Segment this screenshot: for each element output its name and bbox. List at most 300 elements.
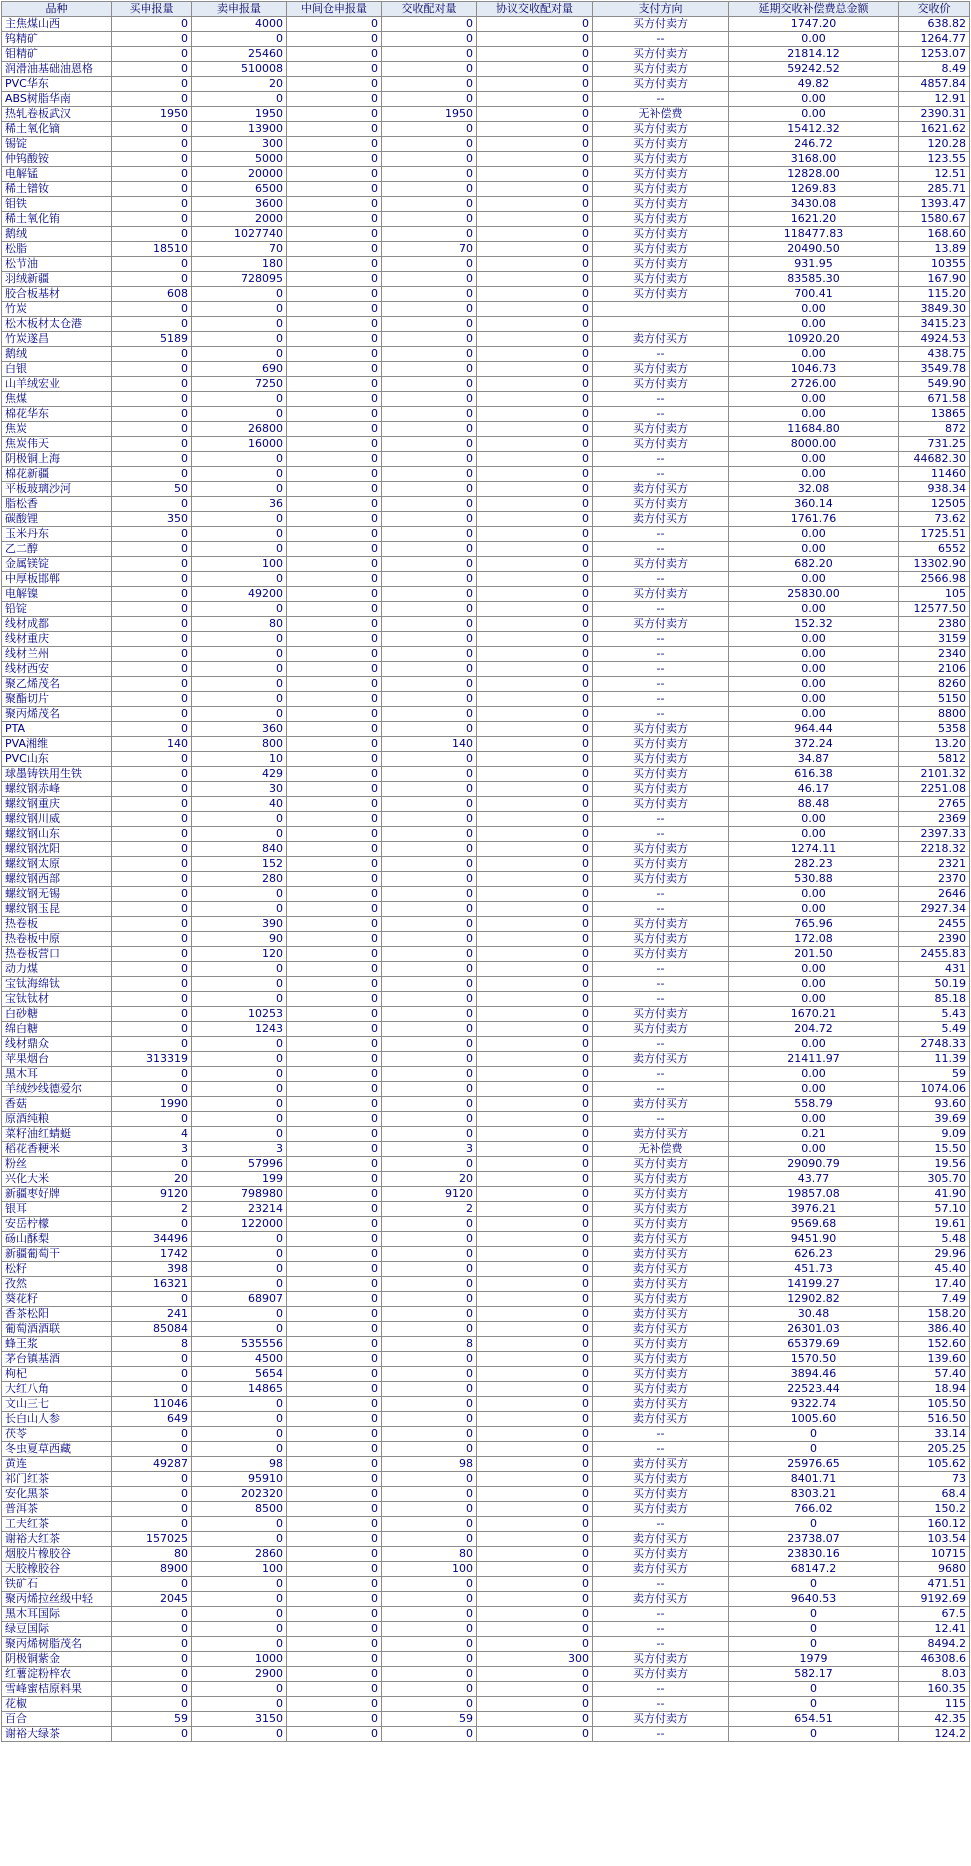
cell-variety: 金属镁锭 [2,557,112,572]
cell-matched: 0 [382,1292,477,1307]
cell-settlement-price: 93.60 [899,1097,970,1112]
table-row [2,512,970,527]
cell-matched: 0 [382,587,477,602]
cell-compensation-total: 0.00 [729,32,899,47]
cell-compensation-total: 451.73 [729,1262,899,1277]
cell-compensation-total: 654.51 [729,1712,899,1727]
cell-compensation-total: 0.00 [729,1112,899,1127]
cell-variety: 聚丙烯拉丝级中轻 [2,1592,112,1607]
cell-agreement-matched: 0 [477,587,593,602]
cell-matched: 80 [382,1547,477,1562]
cell-payment-direction: -- [593,992,729,1007]
cell-compensation-total: 0.00 [729,1037,899,1052]
cell-matched: 0 [382,842,477,857]
cell-variety: 蜂王浆 [2,1337,112,1352]
cell-sell-declared: 0 [192,962,287,977]
cell-compensation-total: 0.00 [729,962,899,977]
cell-matched: 3 [382,1142,477,1157]
header-buy-declared: 买申报量 [112,2,192,17]
cell-settlement-price: 2455 [899,917,970,932]
cell-intermediate-declared: 0 [287,77,382,92]
cell-matched: 0 [382,1277,477,1292]
table-row [2,47,970,62]
cell-agreement-matched: 0 [477,1202,593,1217]
cell-compensation-total: 0.00 [729,902,899,917]
cell-variety: 热卷板中原 [2,932,112,947]
cell-intermediate-declared: 0 [287,1667,382,1682]
cell-payment-direction: 卖方付买方 [593,1307,729,1322]
cell-variety: PVC山东 [2,752,112,767]
cell-settlement-price: 12.91 [899,92,970,107]
cell-settlement-price: 3549.78 [899,362,970,377]
cell-matched: 0 [382,962,477,977]
cell-agreement-matched: 0 [477,692,593,707]
cell-payment-direction: 买方付卖方 [593,1292,729,1307]
cell-settlement-price: 124.2 [899,1727,970,1742]
cell-variety: 竹炭 [2,302,112,317]
cell-agreement-matched: 0 [477,47,593,62]
cell-settlement-price: 3159 [899,632,970,647]
cell-payment-direction: 无补偿费 [593,107,729,122]
cell-variety: 线材西安 [2,662,112,677]
cell-buy-declared: 0 [112,407,192,422]
cell-intermediate-declared: 0 [287,1727,382,1742]
cell-settlement-price: 168.60 [899,227,970,242]
cell-matched: 0 [382,212,477,227]
cell-buy-declared: 80 [112,1547,192,1562]
cell-payment-direction: 买方付卖方 [593,1472,729,1487]
cell-payment-direction: 买方付卖方 [593,857,729,872]
cell-sell-declared: 57996 [192,1157,287,1172]
cell-buy-declared: 1742 [112,1247,192,1262]
cell-intermediate-declared: 0 [287,452,382,467]
cell-compensation-total: 88.48 [729,797,899,812]
cell-agreement-matched: 0 [477,1397,593,1412]
table-row [2,1082,970,1097]
table-row [2,377,970,392]
cell-intermediate-declared: 0 [287,137,382,152]
cell-settlement-price: 386.40 [899,1322,970,1337]
cell-compensation-total: 282.23 [729,857,899,872]
cell-variety: 冬虫夏草西藏 [2,1442,112,1457]
cell-compensation-total: 65379.69 [729,1337,899,1352]
cell-matched: 0 [382,1592,477,1607]
cell-agreement-matched: 0 [477,1307,593,1322]
cell-compensation-total: 3894.46 [729,1367,899,1382]
cell-intermediate-declared: 0 [287,197,382,212]
cell-payment-direction: 买方付卖方 [593,797,729,812]
table-row [2,632,970,647]
table-row [2,77,970,92]
cell-sell-declared: 0 [192,1412,287,1427]
cell-compensation-total: 0.00 [729,527,899,542]
cell-variety: 鹅绒 [2,347,112,362]
cell-settlement-price: 150.2 [899,1502,970,1517]
table-row [2,917,970,932]
cell-matched: 0 [382,1307,477,1322]
table-row [2,1202,970,1217]
cell-settlement-price: 2390 [899,932,970,947]
cell-sell-declared: 0 [192,1397,287,1412]
cell-variety: 球墨铸铁用生铁 [2,767,112,782]
cell-settlement-price: 103.54 [899,1532,970,1547]
cell-payment-direction: -- [593,677,729,692]
cell-agreement-matched: 0 [477,122,593,137]
table-row [2,1322,970,1337]
cell-agreement-matched: 0 [477,1112,593,1127]
cell-compensation-total: 1570.50 [729,1352,899,1367]
cell-compensation-total: 0.00 [729,992,899,1007]
cell-intermediate-declared: 0 [287,992,382,1007]
cell-settlement-price: 5.49 [899,1022,970,1037]
cell-settlement-price: 438.75 [899,347,970,362]
cell-sell-declared: 3 [192,1142,287,1157]
cell-settlement-price: 85.18 [899,992,970,1007]
table-row [2,737,970,752]
cell-sell-declared: 0 [192,302,287,317]
cell-matched: 0 [382,527,477,542]
cell-sell-declared: 1027740 [192,227,287,242]
cell-buy-declared: 0 [112,842,192,857]
cell-agreement-matched: 0 [477,962,593,977]
cell-agreement-matched: 0 [477,107,593,122]
cell-settlement-price: 44682.30 [899,452,970,467]
cell-agreement-matched: 0 [477,1667,593,1682]
cell-variety: 中厚板邯郸 [2,572,112,587]
cell-matched: 0 [382,1007,477,1022]
cell-sell-declared: 0 [192,392,287,407]
cell-matched: 0 [382,767,477,782]
cell-compensation-total: 931.95 [729,257,899,272]
table-row [2,137,970,152]
cell-settlement-price: 8494.2 [899,1637,970,1652]
cell-compensation-total: 0.00 [729,542,899,557]
header-intermediate-declared: 中间仓申报量 [287,2,382,17]
table-row [2,347,970,362]
cell-intermediate-declared: 0 [287,512,382,527]
cell-matched: 0 [382,1667,477,1682]
table-row [2,602,970,617]
cell-payment-direction: -- [593,452,729,467]
cell-variety: 铅锭 [2,602,112,617]
cell-settlement-price: 2251.08 [899,782,970,797]
cell-sell-declared: 0 [192,1727,287,1742]
cell-compensation-total: 8000.00 [729,437,899,452]
cell-settlement-price: 11460 [899,467,970,482]
table-row [2,1232,970,1247]
cell-intermediate-declared: 0 [287,1382,382,1397]
cell-compensation-total: 68147.2 [729,1562,899,1577]
cell-compensation-total: 0.00 [729,572,899,587]
cell-buy-declared: 313319 [112,1052,192,1067]
cell-buy-declared: 18510 [112,242,192,257]
table-row [2,182,970,197]
cell-intermediate-declared: 0 [287,1367,382,1382]
cell-settlement-price: 12577.50 [899,602,970,617]
cell-sell-declared: 0 [192,902,287,917]
cell-buy-declared: 0 [112,617,192,632]
cell-compensation-total: 0.00 [729,92,899,107]
cell-variety: 稀土氧化铕 [2,212,112,227]
cell-matched: 0 [382,782,477,797]
cell-matched: 0 [382,1037,477,1052]
table-row [2,722,970,737]
cell-intermediate-declared: 0 [287,272,382,287]
table-row [2,1127,970,1142]
cell-compensation-total: 0.00 [729,302,899,317]
cell-variety: 黄连 [2,1457,112,1472]
table-row [2,1262,970,1277]
cell-agreement-matched: 0 [477,677,593,692]
cell-settlement-price: 2370 [899,872,970,887]
cell-variety: 钼精矿 [2,47,112,62]
cell-buy-declared: 0 [112,1502,192,1517]
cell-intermediate-declared: 0 [287,1112,382,1127]
table-row [2,527,970,542]
cell-payment-direction: -- [593,1682,729,1697]
cell-settlement-price: 1253.07 [899,47,970,62]
cell-compensation-total: 1621.20 [729,212,899,227]
cell-intermediate-declared: 0 [287,122,382,137]
table-row [2,1397,970,1412]
cell-buy-declared: 0 [112,1112,192,1127]
table-row [2,812,970,827]
cell-variety: 聚丙烯树脂茂名 [2,1637,112,1652]
table-row [2,1667,970,1682]
cell-intermediate-declared: 0 [287,1562,382,1577]
cell-compensation-total: 765.96 [729,917,899,932]
cell-buy-declared: 9120 [112,1187,192,1202]
cell-matched: 0 [382,332,477,347]
cell-compensation-total: 0.00 [729,887,899,902]
cell-sell-declared: 0 [192,1247,287,1262]
cell-variety: 百合 [2,1712,112,1727]
table-row [2,1472,970,1487]
cell-settlement-price: 8260 [899,677,970,692]
cell-settlement-price: 2748.33 [899,1037,970,1052]
cell-sell-declared: 0 [192,1082,287,1097]
cell-compensation-total: 700.41 [729,287,899,302]
cell-settlement-price: 5150 [899,692,970,707]
cell-agreement-matched: 0 [477,1037,593,1052]
cell-buy-declared: 0 [112,167,192,182]
cell-agreement-matched: 0 [477,947,593,962]
cell-payment-direction: 买方付卖方 [593,1547,729,1562]
cell-matched: 0 [382,272,477,287]
cell-compensation-total: 3168.00 [729,152,899,167]
cell-variety: 黑木耳 [2,1067,112,1082]
cell-compensation-total: 10920.20 [729,332,899,347]
cell-intermediate-declared: 0 [287,1067,382,1082]
cell-payment-direction [593,302,729,317]
cell-compensation-total: 49.82 [729,77,899,92]
cell-compensation-total: 0.00 [729,692,899,707]
cell-intermediate-declared: 0 [287,527,382,542]
cell-matched: 0 [382,227,477,242]
cell-intermediate-declared: 0 [287,1157,382,1172]
cell-buy-declared: 8 [112,1337,192,1352]
cell-settlement-price: 1264.77 [899,32,970,47]
cell-agreement-matched: 0 [477,1217,593,1232]
cell-buy-declared: 2045 [112,1592,192,1607]
cell-compensation-total: 30.48 [729,1307,899,1322]
cell-settlement-price: 105 [899,587,970,602]
cell-sell-declared: 800 [192,737,287,752]
cell-compensation-total: 9640.53 [729,1592,899,1607]
cell-settlement-price: 160.12 [899,1517,970,1532]
cell-intermediate-declared: 0 [287,1262,382,1277]
cell-buy-declared: 49287 [112,1457,192,1472]
cell-agreement-matched: 0 [477,1472,593,1487]
cell-buy-declared: 50 [112,482,192,497]
cell-buy-declared: 0 [112,827,192,842]
cell-intermediate-declared: 0 [287,482,382,497]
cell-buy-declared: 0 [112,887,192,902]
cell-sell-declared: 0 [192,677,287,692]
cell-intermediate-declared: 0 [287,1532,382,1547]
cell-variety: 谢裕大红茶 [2,1532,112,1547]
cell-intermediate-declared: 0 [287,692,382,707]
cell-matched: 0 [382,1112,477,1127]
cell-intermediate-declared: 0 [287,107,382,122]
cell-buy-declared: 0 [112,1487,192,1502]
cell-agreement-matched: 0 [477,1052,593,1067]
cell-intermediate-declared: 0 [287,377,382,392]
table-row [2,1682,970,1697]
cell-sell-declared: 0 [192,827,287,842]
cell-payment-direction: -- [593,1517,729,1532]
cell-variety: 螺纹钢无锡 [2,887,112,902]
cell-payment-direction: 买方付卖方 [593,377,729,392]
cell-compensation-total: 0 [729,1427,899,1442]
cell-matched: 0 [382,887,477,902]
cell-compensation-total: 964.44 [729,722,899,737]
table-row [2,1532,970,1547]
cell-payment-direction: 卖方付买方 [593,1397,729,1412]
cell-compensation-total: 0.00 [729,632,899,647]
cell-intermediate-declared: 0 [287,332,382,347]
cell-settlement-price: 19.61 [899,1217,970,1232]
cell-settlement-price: 67.5 [899,1607,970,1622]
cell-payment-direction: 卖方付买方 [593,1412,729,1427]
cell-variety: 松木板材太仓港 [2,317,112,332]
cell-compensation-total: 0 [729,1622,899,1637]
cell-buy-declared: 0 [112,1427,192,1442]
cell-matched: 98 [382,1457,477,1472]
cell-compensation-total: 118477.83 [729,227,899,242]
cell-intermediate-declared: 0 [287,1637,382,1652]
cell-buy-declared: 0 [112,722,192,737]
table-row [2,557,970,572]
cell-agreement-matched: 0 [477,1562,593,1577]
cell-agreement-matched: 0 [477,527,593,542]
cell-payment-direction: 买方付卖方 [593,167,729,182]
cell-payment-direction: 买方付卖方 [593,917,729,932]
cell-intermediate-declared: 0 [287,1412,382,1427]
cell-intermediate-declared: 0 [287,17,382,32]
table-row [2,707,970,722]
cell-compensation-total: 0.00 [729,707,899,722]
cell-settlement-price: 42.35 [899,1712,970,1727]
table-row [2,1547,970,1562]
cell-intermediate-declared: 0 [287,1097,382,1112]
cell-agreement-matched: 0 [477,167,593,182]
cell-matched: 0 [382,362,477,377]
cell-compensation-total: 0.00 [729,677,899,692]
cell-intermediate-declared: 0 [287,647,382,662]
cell-matched: 0 [382,452,477,467]
table-row [2,1007,970,1022]
cell-buy-declared: 0 [112,1622,192,1637]
table-row [2,407,970,422]
cell-payment-direction: -- [593,602,729,617]
cell-matched: 0 [382,692,477,707]
cell-compensation-total: 616.38 [729,767,899,782]
cell-matched: 0 [382,47,477,62]
cell-settlement-price: 1074.06 [899,1082,970,1097]
cell-sell-declared: 80 [192,617,287,632]
cell-sell-declared: 0 [192,1697,287,1712]
cell-payment-direction: -- [593,962,729,977]
cell-agreement-matched: 0 [477,77,593,92]
cell-payment-direction: 买方付卖方 [593,1382,729,1397]
cell-payment-direction: -- [593,1727,729,1742]
cell-variety: 平板玻璃沙河 [2,482,112,497]
table-row [2,1142,970,1157]
cell-buy-declared: 0 [112,452,192,467]
cell-agreement-matched: 0 [477,1367,593,1382]
cell-intermediate-declared: 0 [287,587,382,602]
cell-intermediate-declared: 0 [287,707,382,722]
cell-settlement-price: 12.41 [899,1622,970,1637]
cell-sell-declared: 728095 [192,272,287,287]
cell-matched: 0 [382,1367,477,1382]
cell-matched: 0 [382,437,477,452]
cell-sell-declared: 0 [192,977,287,992]
cell-settlement-price: 139.60 [899,1352,970,1367]
cell-sell-declared: 0 [192,632,287,647]
cell-buy-declared: 0 [112,1352,192,1367]
cell-sell-declared: 0 [192,1577,287,1592]
cell-settlement-price: 2218.32 [899,842,970,857]
cell-sell-declared: 26800 [192,422,287,437]
cell-variety: ABS树脂华南 [2,92,112,107]
cell-settlement-price: 10715 [899,1547,970,1562]
cell-intermediate-declared: 0 [287,947,382,962]
cell-agreement-matched: 0 [477,872,593,887]
cell-intermediate-declared: 0 [287,1457,382,1472]
cell-buy-declared: 0 [112,347,192,362]
cell-matched: 0 [382,1082,477,1097]
cell-intermediate-declared: 0 [287,1277,382,1292]
cell-buy-declared: 0 [112,32,192,47]
cell-sell-declared: 0 [192,1637,287,1652]
cell-agreement-matched: 0 [477,452,593,467]
cell-variety: 螺纹钢重庆 [2,797,112,812]
cell-intermediate-declared: 0 [287,572,382,587]
cell-intermediate-declared: 0 [287,92,382,107]
cell-compensation-total: 1269.83 [729,182,899,197]
cell-variety: PTA [2,722,112,737]
cell-intermediate-declared: 0 [287,827,382,842]
cell-intermediate-declared: 0 [287,962,382,977]
cell-buy-declared: 140 [112,737,192,752]
cell-intermediate-declared: 0 [287,62,382,77]
cell-buy-declared: 0 [112,767,192,782]
cell-variety: 宝钛钛材 [2,992,112,1007]
cell-matched: 0 [382,647,477,662]
table-row [2,467,970,482]
